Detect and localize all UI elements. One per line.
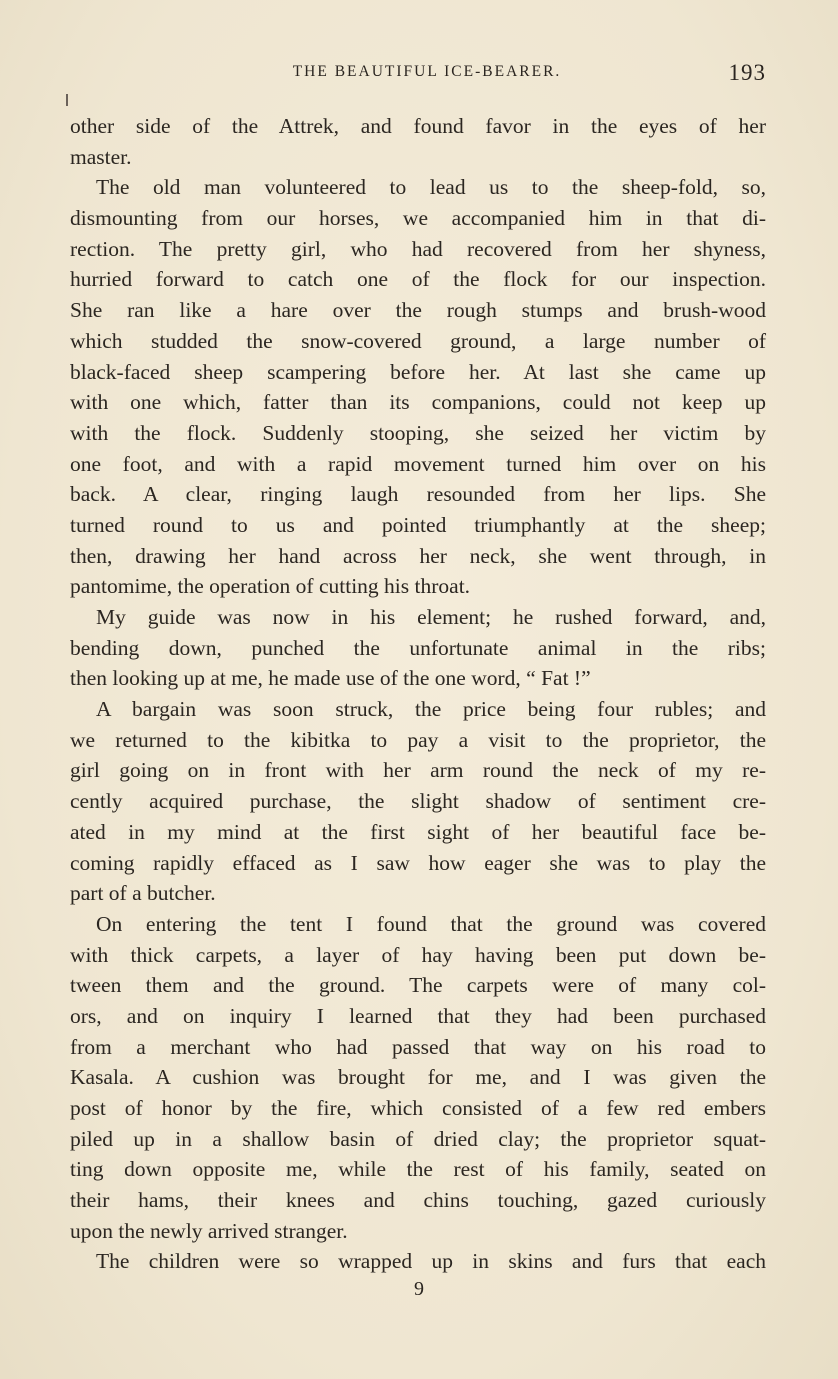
text-line: A bargain was soon struck, the price being four rubles; and <box>96 697 766 722</box>
text-line: The children were so wrapped up in skins and furs that each <box>96 1249 766 1274</box>
text-line: dismounting from our horses, we accompanied him in that di- <box>70 206 766 231</box>
text-line: with the flock. Suddenly stooping, she seized her victim by <box>70 420 766 445</box>
text-line: tween them and the ground. The carpets were of many col- <box>70 973 766 998</box>
text-line: hurried forward to catch one of the flock for our inspection. <box>70 267 766 292</box>
text-line: rection. The pretty girl, who had recovered from her shyness, <box>70 236 766 261</box>
text-line: pantomime, the operation of cutting his throat. <box>70 574 471 599</box>
running-head <box>70 60 766 90</box>
text-line: one foot, and with a rapid movement turned him over on his <box>70 451 766 476</box>
running-title: THE BEAUTIFUL ICE-BEARER. <box>292 63 562 80</box>
text-line: turned round to us and pointed triumphantly at the sheep; <box>70 512 766 537</box>
text-line: then looking up at me, he made use of the one word, “ Fat !” <box>70 666 591 691</box>
text-line: ors, and on inquiry I learned that they had been purchased <box>70 1003 766 1028</box>
text-line: Kasala. A cushion was brought for me, and I was given the <box>70 1065 766 1090</box>
text-line: The old man volunteered to lead us to the sheep-fold, so, <box>96 175 766 200</box>
text-line: ated in my mind at the first sight of her beautiful face be- <box>70 819 766 844</box>
text-line: other side of the Attrek, and found favor in the eyes of her <box>70 114 766 138</box>
text-line: which studded the snow-covered ground, a large number of <box>70 328 766 353</box>
page-number: 193 <box>728 60 766 85</box>
text-line: part of a butcher. <box>70 881 216 906</box>
text-line: back. A clear, ringing laugh resounded from her lips. She <box>70 482 766 507</box>
text-line: piled up in a shallow basin of dried clay; the proprietor squat- <box>70 1126 766 1151</box>
text-line: On entering the tent I found that the ground was covered <box>96 911 766 936</box>
text-line: then, drawing her hand across her neck, she went through, in <box>70 543 766 568</box>
text-line: post of honor by the fire, which consisted of a few red embers <box>70 1096 766 1120</box>
text-line: from a merchant who had passed that way on his road to <box>70 1034 766 1059</box>
text-line: with thick carpets, a layer of hay having been put down be- <box>70 942 766 967</box>
text-line: cently acquired purchase, the slight shadow of sentiment cre- <box>70 789 766 814</box>
text-line: ting down opposite me, while the rest of his family, seated on <box>70 1157 766 1182</box>
text-line: My guide was now in his element; he rushed forward, and, <box>96 605 766 629</box>
body-text <box>70 111 766 1277</box>
text-line: coming rapidly effaced as I saw how eager she was to play the <box>70 850 766 875</box>
text-line: we returned to the kibitka to pay a visit to the proprietor, the <box>70 727 766 752</box>
text-line: with one which, fatter than its companions, could not keep up <box>70 390 766 415</box>
text-line: master. <box>70 144 132 169</box>
text-line: She ran like a hare over the rough stumps and brush-wood <box>70 298 766 323</box>
text-line: bending down, punched the unfortunate animal in the ribs; <box>70 635 766 660</box>
text-line: black-faced sheep scampering before her. At last she came up <box>70 359 766 384</box>
text-line: their hams, their knees and chins touching, gazed curiously <box>70 1188 766 1213</box>
text-line: upon the newly arrived stranger. <box>70 1218 348 1243</box>
signature-mark: 9 <box>414 1278 424 1300</box>
stray-ink-mark <box>66 94 68 106</box>
text-line: girl going on in front with her arm round the neck of my re- <box>70 758 766 783</box>
